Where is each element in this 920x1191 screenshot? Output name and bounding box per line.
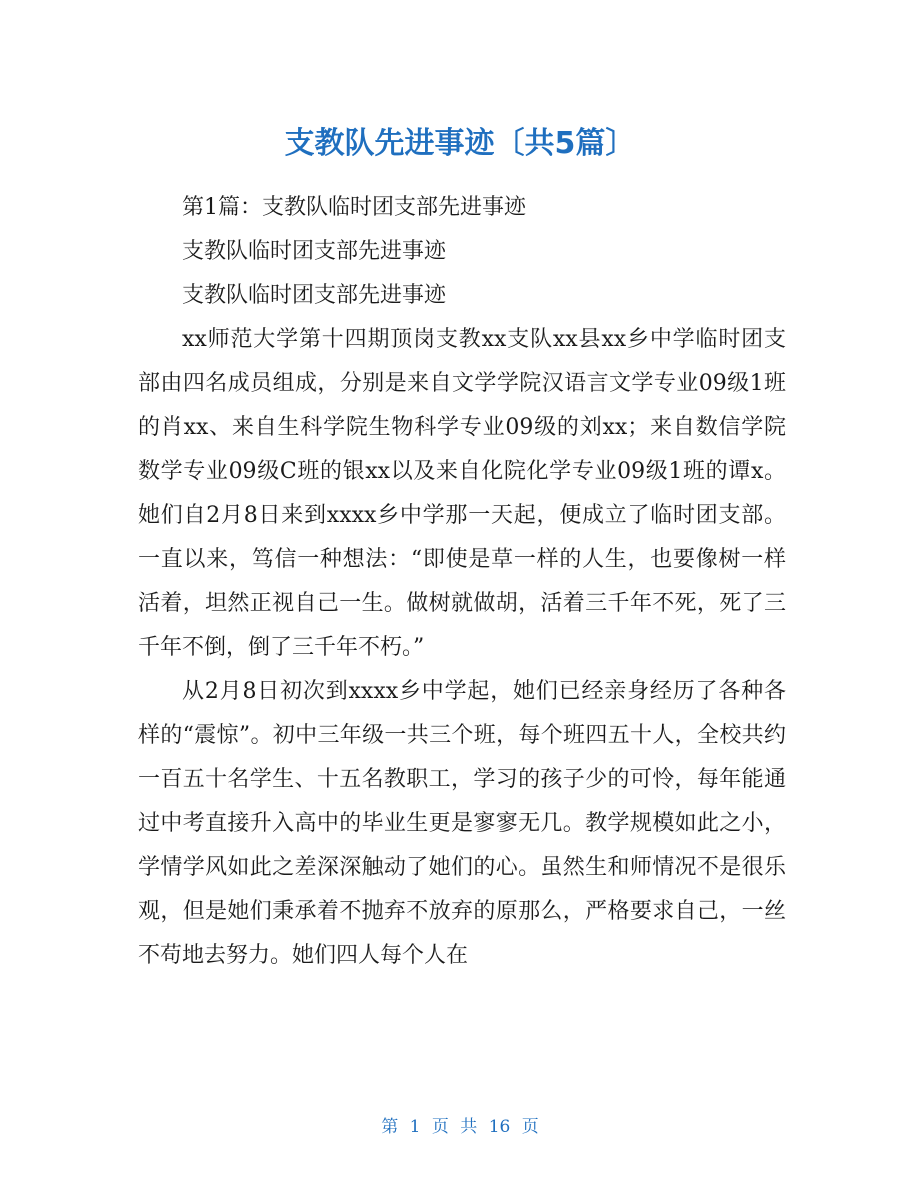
page-number-footer: 第 1 页 共 16 页 [381,1117,539,1137]
paragraph: 支教队临时团支部先进事迹 [182,283,447,308]
paragraph: xx师范大学第十四期顶岗支教xx支队xx县xx乡中学临时团支部由四名成员组成，分别是来自文学学院汉语言文学专业09级1班的肖xx、来自生科学院生物科学专业09级的刘xx；来自数信学院数学专业09级C班的银xx以及来自化院化学专业09级1班的谭x。她们自2月8日来到xxxx乡中学那一天起，便成立了临时团支部。一直以来，笃信一种想法：“即使是草一样的人生，也要像树一样活着，坦然正视自己一生。做树就做胡，活着三千年不死，死了三千年不倒，倒了三千年不朽。” [138,327,786,660]
document-body [138,186,786,978]
document-title: 支教队先进事迹〔共5篇〕 [284,126,636,161]
paragraph: 从2月8日初次到xxxx乡中学起，她们已经亲身经历了各种各样的“震惊”。初中三年级一共三个班，每个班四五十人，全校共约一百五十名学生、十五名教职工，学习的孩子少的可怜，每年能通过中考直接升入高中的毕业生更是寥寥无几。教学规模如此之小，学情学风如此之差深深触动了她们的心。虽然生和师情况不是很乐观，但是她们秉承着不抛弃不放弃的原那么，严格要求自己，一丝不苟地去努力。她们四人每个人在 [138,679,786,968]
paragraph: 第1篇：支教队临时团支部先进事迹 [182,195,526,220]
paragraph: 支教队临时团支部先进事迹 [182,239,447,264]
